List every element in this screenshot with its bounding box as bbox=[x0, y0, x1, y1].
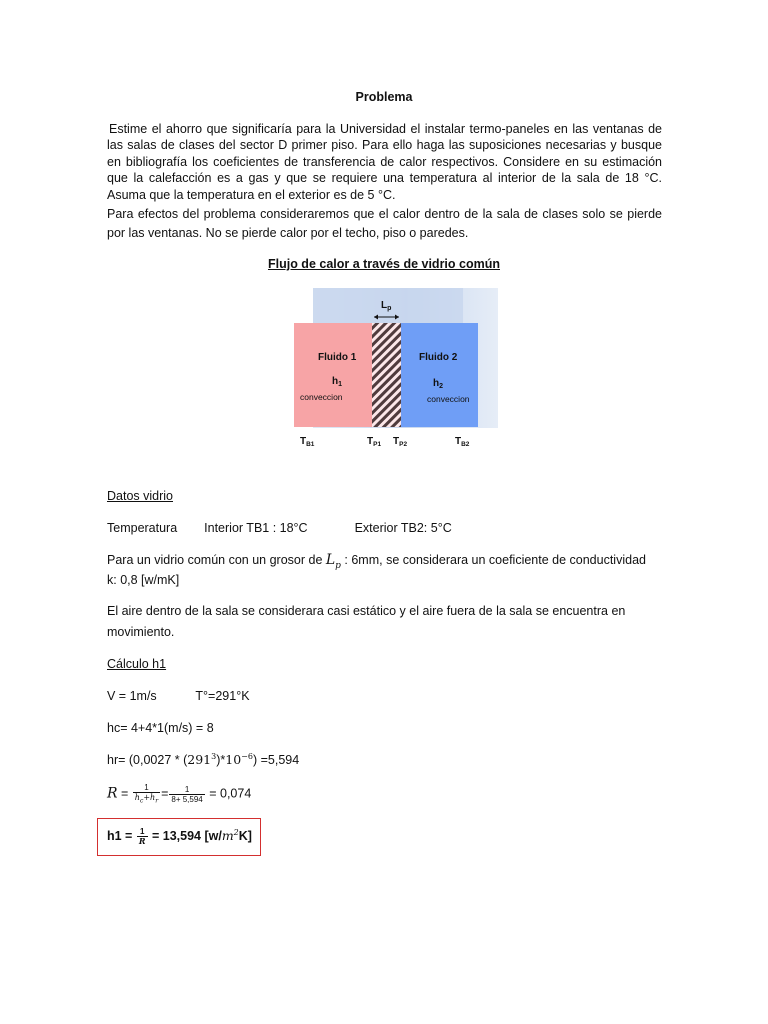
resistance-equation: R = $\frac{1}{h_c+h_r}$ = $\frac{1}{8+ 5,594}$ = 0,074 bbox=[107, 783, 252, 805]
air-line-2: movimiento. bbox=[107, 625, 175, 639]
thickness-text-pre: Para un vidrio común con un grosor de bbox=[107, 553, 326, 567]
problem-paragraph-2: Para efectos del problema consideraremos que el calor dentro de la sala de clases solo se pierde por las ventanas. No se pierde calor por el techo, piso o paredes. bbox=[107, 207, 662, 240]
label-tp2: $T_{P2}$ bbox=[393, 436, 408, 448]
velocity-value: V = 1m/s bbox=[107, 689, 157, 703]
section-title: Flujo de calor a través de vidrio común bbox=[267, 257, 500, 271]
velocity-temp-row bbox=[107, 689, 250, 703]
fluid-2-name: Fluido 2 bbox=[419, 352, 458, 363]
datos-heading: Datos vidrio bbox=[107, 489, 173, 503]
label-tb1: $T_{B1}$ bbox=[300, 436, 315, 448]
thickness-text-post: : 6mm, se considerara un coeficiente de conductividad bbox=[340, 553, 646, 567]
conductivity-line: k: 0,8 [w/mK] bbox=[107, 573, 180, 587]
calculo-heading: Cálculo h1 bbox=[107, 657, 167, 671]
fluid-1-h: $h_1$ bbox=[332, 376, 343, 388]
air-line-1: El aire dentro de la sala se considerara casi estático y el aire fuera de la sala se encuentra en bbox=[107, 604, 626, 618]
hr-equation: $hr= (0,0027 * (291^3)*10^{-6}) =5,594$ bbox=[107, 752, 300, 768]
temperature-value: T°=291°K bbox=[195, 689, 250, 703]
label-tp1: $T_{P1}$ bbox=[367, 436, 382, 448]
hc-equation: hc= 4+4*1(m/s) = 8 bbox=[107, 721, 214, 735]
thickness-label: $L_p$ bbox=[381, 300, 392, 312]
thickness-variable: $L_p$ bbox=[325, 552, 341, 571]
interior-temperature: Interior TB1 : 18°C bbox=[204, 521, 308, 535]
glass-wall-tint bbox=[372, 323, 401, 427]
h1-equation: h1 = $\frac{1}{R}$ = 13,594 $[w/m^2K]$ bbox=[107, 827, 252, 846]
label-tb2: $T_{B2}$ bbox=[455, 436, 470, 448]
fluid-2-mode: conveccion bbox=[427, 394, 470, 404]
heat-flow-diagram bbox=[288, 283, 498, 453]
temperature-label: Temperatura bbox=[107, 521, 178, 535]
fluid-1-name: Fluido 1 bbox=[318, 352, 357, 363]
problem-statement bbox=[107, 121, 662, 242]
temperature-row bbox=[107, 521, 452, 535]
thickness-line bbox=[107, 552, 646, 571]
fluid-2-h: $h_2$ bbox=[433, 378, 444, 390]
fluid-1-region bbox=[294, 323, 372, 427]
fluid-1-mode: conveccion bbox=[300, 392, 343, 402]
fluid-2-region bbox=[401, 323, 478, 427]
problem-paragraph-1: Estime el ahorro que significaría para la Universidad el instalar termo-paneles en las ventanas de las salas de clases del sector D primer piso. Para ello haga las suposiciones necesarias y busque en bibliografía los coeficientes de transferencia de calor respectivos. Considere en su estimación que la calefacción es a gas y que se requiere una temperatura al interior de la sala de 18 °C. Asuma que la temperatura en el exterior es de 5 °C. bbox=[107, 122, 662, 202]
exterior-temperature: Exterior TB2: 5°C bbox=[354, 521, 452, 535]
page-title: Problema bbox=[355, 90, 413, 104]
